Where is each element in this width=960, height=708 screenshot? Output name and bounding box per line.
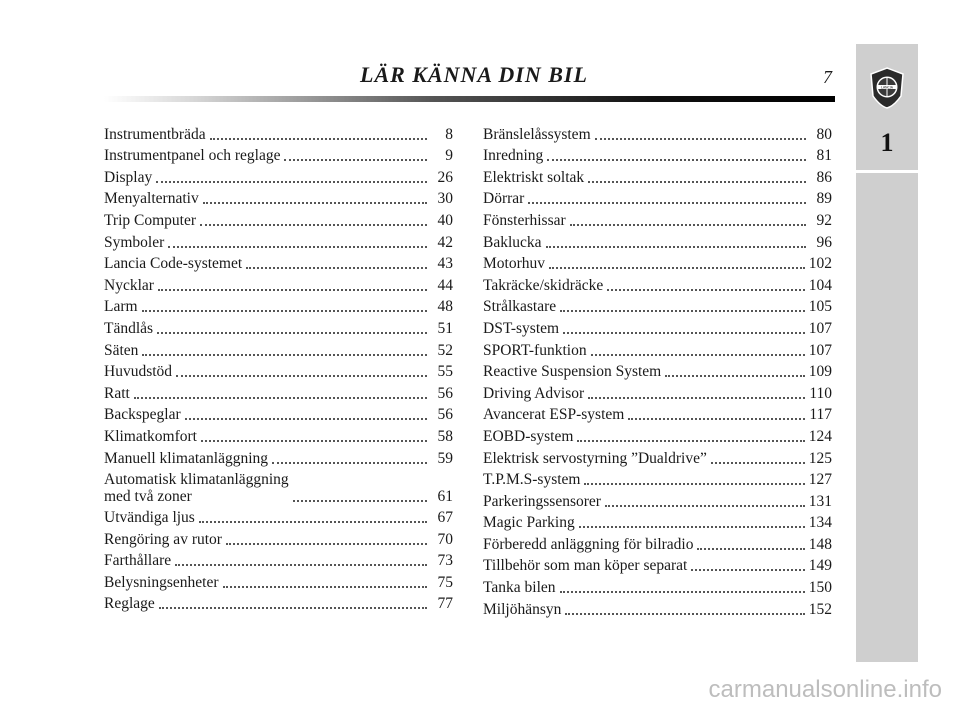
- toc-entry-label: Manuell klimatanläggning: [104, 449, 269, 467]
- toc-entry-label: Trip Computer: [104, 211, 197, 229]
- dot-leader: [563, 331, 805, 334]
- toc-entry-page: 81: [816, 147, 832, 165]
- toc-entry-label: Elektriskt soltak: [483, 168, 585, 186]
- toc-entry-label: Takräcke/skidräcke: [483, 276, 604, 294]
- toc-entry-page: 43: [437, 255, 453, 273]
- toc-entry[interactable]: [483, 402, 832, 424]
- dot-leader: [697, 547, 804, 550]
- dot-leader: [588, 396, 805, 399]
- dot-leader: [203, 201, 427, 204]
- toc-entry-page: 86: [816, 168, 832, 186]
- dot-leader: [628, 417, 805, 420]
- toc-entry-page: 117: [809, 406, 832, 424]
- toc-entry[interactable]: [483, 380, 832, 402]
- dot-leader: [579, 525, 805, 528]
- toc-entry[interactable]: [483, 294, 832, 316]
- dot-leader: [588, 180, 806, 183]
- chapter-tab-divider: [856, 170, 918, 173]
- dot-leader: [185, 417, 427, 420]
- lancia-shield-icon: [868, 66, 906, 110]
- dot-leader: [157, 331, 427, 334]
- dot-leader: [201, 439, 427, 442]
- toc-entry[interactable]: [483, 272, 832, 294]
- dot-leader: [210, 137, 427, 140]
- dot-leader: [158, 288, 427, 291]
- dot-leader: [691, 568, 804, 571]
- toc-entry-label: Larm: [104, 298, 138, 316]
- toc-entry[interactable]: [104, 164, 453, 186]
- toc-entry-label: Fönsterhissar: [483, 211, 566, 229]
- dot-leader: [560, 590, 805, 593]
- toc-entry-label: Miljöhänsyn: [483, 600, 562, 618]
- dot-leader: [595, 137, 806, 140]
- toc-entry[interactable]: [483, 207, 832, 229]
- toc-entry[interactable]: [104, 121, 453, 143]
- dot-leader: [199, 520, 427, 523]
- toc-entry[interactable]: [483, 510, 832, 532]
- toc-entry-page: 56: [437, 406, 453, 424]
- dot-leader: [546, 245, 806, 248]
- dot-leader: [584, 482, 804, 485]
- toc-entry-label: Symboler: [104, 233, 165, 251]
- dot-leader: [711, 461, 805, 464]
- toc-entry-page: 26: [437, 168, 453, 186]
- toc-entry-page: 70: [437, 530, 453, 548]
- dot-leader: [176, 374, 427, 377]
- toc-entry-page: 107: [808, 319, 832, 337]
- toc-entry-page: 8: [445, 125, 453, 143]
- dot-leader: [226, 542, 427, 545]
- toc-entry-label: SPORT-funktion: [483, 341, 587, 359]
- dot-leader: [284, 158, 427, 161]
- dot-leader: [665, 374, 805, 377]
- toc-entry-label: Huvudstöd: [104, 363, 173, 381]
- toc-entry-label: Reglage: [104, 595, 155, 613]
- toc-entry-page: 125: [808, 449, 832, 467]
- toc-entry[interactable]: [104, 526, 453, 548]
- toc-entry-page: 102: [808, 255, 832, 273]
- dot-leader: [246, 266, 427, 269]
- toc-entry-label: Baklucka: [483, 233, 542, 251]
- toc-entry-label: Tillbehör som man köper separat: [483, 557, 688, 575]
- toc-entry[interactable]: [104, 337, 453, 359]
- toc-entry-label: Tändlås: [104, 319, 154, 337]
- toc-entry-label: Avancerat ESP-system: [483, 406, 625, 424]
- dot-leader: [272, 461, 427, 464]
- toc-entry-page: 77: [437, 595, 453, 613]
- toc-entry[interactable]: [104, 207, 453, 229]
- toc-entry-page: 105: [808, 298, 832, 316]
- dot-leader: [528, 201, 806, 204]
- logo-text: LANCIA: [881, 85, 893, 90]
- toc-entry-page: 56: [437, 384, 453, 402]
- toc-entry-page: 89: [816, 190, 832, 208]
- toc-entry-label-line1: Automatisk klimatanläggning: [104, 470, 289, 488]
- toc-entry-label: Ratt: [104, 384, 130, 402]
- toc-entry-label: [104, 471, 289, 505]
- page-title: LÄR KÄNNA DIN BIL: [360, 62, 588, 87]
- toc-entry-page: 48: [437, 298, 453, 316]
- toc-entry-label: Farthållare: [104, 552, 172, 570]
- toc-entry-page: 109: [808, 363, 832, 381]
- dot-leader: [605, 504, 805, 507]
- toc-entry-page: 104: [808, 276, 832, 294]
- dot-leader: [168, 245, 427, 248]
- toc-entry-label: EOBD-system: [483, 427, 574, 445]
- toc-entry-page: 55: [437, 363, 453, 381]
- toc-entry-page: 134: [808, 514, 832, 532]
- toc-column-right: [483, 121, 832, 618]
- toc-entry-label: Dörrar: [483, 190, 525, 208]
- toc-entry[interactable]: [483, 488, 832, 510]
- toc-entry-page: 127: [808, 471, 832, 489]
- toc-entry-page: 44: [437, 276, 453, 294]
- toc-entry[interactable]: [483, 337, 832, 359]
- toc-entry-page: 30: [437, 190, 453, 208]
- toc-entry-page: 124: [808, 427, 832, 445]
- toc-entry[interactable]: [483, 164, 832, 186]
- dot-leader: [223, 585, 427, 588]
- toc-entry-label: Strålkastare: [483, 298, 557, 316]
- toc-entry-page: 148: [808, 535, 832, 553]
- toc-entry[interactable]: [483, 143, 832, 165]
- toc-entry[interactable]: [104, 467, 453, 505]
- dot-leader: [570, 223, 806, 226]
- dot-leader: [607, 288, 804, 291]
- toc-entry-page: 92: [816, 211, 832, 229]
- toc-entry-page: 150: [808, 579, 832, 597]
- toc-entry[interactable]: [483, 186, 832, 208]
- toc-entry[interactable]: [483, 315, 832, 337]
- toc-entry-page: 61: [437, 487, 453, 505]
- toc-entry-label: T.P.M.S-system: [483, 471, 581, 489]
- page-number: 7: [823, 67, 832, 87]
- toc-entry-page: 67: [437, 509, 453, 527]
- toc-entry-page: 73: [437, 552, 453, 570]
- toc-entry-label: Tanka bilen: [483, 579, 556, 597]
- toc-entry[interactable]: [104, 272, 453, 294]
- dot-leader: [134, 396, 427, 399]
- chapter-number: 1: [880, 128, 894, 157]
- dot-leader: [577, 439, 804, 442]
- toc-entry-label: Inredning: [483, 147, 544, 165]
- toc-entry-label: Förberedd anläggning för bilradio: [483, 535, 694, 553]
- toc-entry-page: 58: [437, 427, 453, 445]
- toc-entry[interactable]: [483, 553, 832, 575]
- toc-entry[interactable]: [483, 596, 832, 618]
- dot-leader: [293, 499, 427, 502]
- toc-entry-page: 107: [808, 341, 832, 359]
- toc-entry[interactable]: [483, 121, 832, 143]
- toc-entry-label: Lancia Code-systemet: [104, 255, 243, 273]
- toc-entry[interactable]: [104, 359, 453, 381]
- dot-leader: [156, 180, 427, 183]
- toc-entry[interactable]: [104, 445, 453, 467]
- toc-entry[interactable]: [104, 423, 453, 445]
- toc-entry-label: Motorhuv: [483, 255, 545, 273]
- toc-entry[interactable]: [104, 380, 453, 402]
- dot-leader: [560, 309, 805, 312]
- toc-entry-page: 110: [809, 384, 832, 402]
- toc-entry[interactable]: [104, 315, 453, 337]
- toc-entry-label: Instrumentpanel och reglage: [104, 147, 281, 165]
- dot-leader: [200, 223, 427, 226]
- toc-entry[interactable]: [483, 423, 832, 445]
- toc-entry-page: 52: [437, 341, 453, 359]
- toc-entry[interactable]: [104, 294, 453, 316]
- toc-entry[interactable]: [104, 251, 453, 273]
- toc-entry-label: Rengöring av rutor: [104, 530, 222, 548]
- toc-entry[interactable]: [104, 229, 453, 251]
- toc-entry-page: 75: [437, 573, 453, 591]
- toc-entry-label: Bränslelåssystem: [483, 125, 591, 143]
- toc-entry-label: Klimatkomfort: [104, 427, 197, 445]
- toc-entry-label: Säten: [104, 341, 139, 359]
- toc-entry[interactable]: [483, 251, 832, 273]
- toc-entry-label: Belysningsenheter: [104, 573, 219, 591]
- toc-entry-label: Elektrisk servostyrning ”Dualdrive”: [483, 449, 707, 467]
- toc-entry-page: 59: [437, 449, 453, 467]
- toc-entry[interactable]: [104, 548, 453, 570]
- toc-entry-label: Reactive Suspension System: [483, 363, 662, 381]
- header-rule: [104, 96, 835, 102]
- toc-entry-label: Parkeringssensorer: [483, 492, 601, 510]
- dot-leader: [142, 309, 427, 312]
- toc-entry-label: Display: [104, 168, 153, 186]
- toc-entry-label: Backspeglar: [104, 406, 181, 424]
- dot-leader: [175, 563, 427, 566]
- toc-entry-page: 40: [437, 211, 453, 229]
- toc-entry-page: 9: [445, 147, 453, 165]
- toc-entry[interactable]: [483, 445, 832, 467]
- toc-entry-label: Instrumentbräda: [104, 125, 206, 143]
- dot-leader: [549, 266, 805, 269]
- toc-entry-label-line2: med två zoner: [104, 487, 192, 505]
- toc-entry[interactable]: [483, 574, 832, 596]
- toc-entry-label: Menyalternativ: [104, 190, 199, 208]
- watermark: carmanualsonline.info: [708, 676, 942, 703]
- toc-entry-label: Driving Advisor: [483, 384, 585, 402]
- toc-entry-page: 42: [437, 233, 453, 251]
- toc-entry[interactable]: [483, 531, 832, 553]
- dot-leader: [565, 612, 804, 615]
- toc-entry-label: Nycklar: [104, 276, 154, 294]
- toc-entry-page: 152: [808, 600, 832, 618]
- toc-entry[interactable]: [104, 569, 453, 591]
- dot-leader: [547, 158, 806, 161]
- toc-entry[interactable]: [483, 359, 832, 381]
- dot-leader: [591, 353, 805, 356]
- dot-leader: [142, 353, 427, 356]
- toc-entry-page: 51: [437, 319, 453, 337]
- dot-leader: [159, 606, 427, 609]
- toc-entry-page: 131: [808, 492, 832, 510]
- toc-entry[interactable]: [104, 591, 453, 613]
- toc-entry-label: Utvändiga ljus: [104, 509, 195, 527]
- toc-entry-label: DST-system: [483, 319, 560, 337]
- toc-entry[interactable]: [483, 229, 832, 251]
- toc-entry[interactable]: [483, 467, 832, 489]
- toc-column-left: [104, 121, 453, 612]
- toc-entry-label: Magic Parking: [483, 514, 575, 532]
- toc-entry-page: 80: [816, 125, 832, 143]
- toc-entry[interactable]: [104, 186, 453, 208]
- toc-entry-page: 96: [816, 233, 832, 251]
- toc-entry[interactable]: [104, 402, 453, 424]
- toc-entry[interactable]: [104, 505, 453, 527]
- toc-entry[interactable]: [104, 143, 453, 165]
- toc-entry-page: 149: [808, 557, 832, 575]
